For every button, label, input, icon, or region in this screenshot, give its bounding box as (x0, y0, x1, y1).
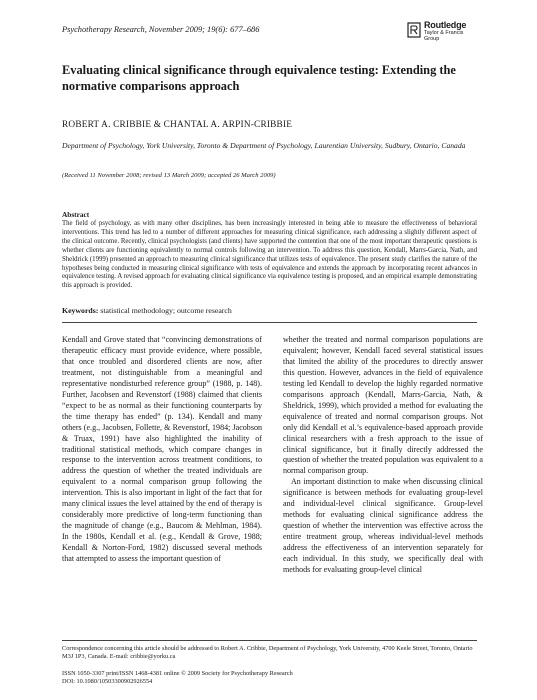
body-paragraph: whether the treated and normal comparison populations are equivalent; however, Kendall faced several statistical issues that limited the ability of the procedures to directly answer this question. However, advances in the field of equivalence testing led Kendall to develop the highly regarded normative comparisons approach (Kendall, Marrs-Garcia, Nath, & Sheldrick, 1999), which provided a method for evaluating the equivalence of treated and normal comparison groups. Not only did Kendall et al.’s equivalence-based approach provide clinical researchers with a fresh approach to the issue of clinical significance, but it finally directly addressed the question of whether the treated population was equivalent to a normal comparison group. (283, 335, 483, 476)
abstract-heading: Abstract (62, 210, 90, 219)
keywords-label: Keywords: (62, 306, 99, 315)
publication-info (62, 670, 477, 687)
issn-line: ISSN 1050-3307 print/ISSN 1468-4381 online © 2009 Society for Psychotherapy Research (62, 670, 293, 677)
keywords (62, 306, 232, 315)
body-column-right (283, 335, 483, 576)
section-divider (62, 322, 477, 323)
routledge-logo-icon (407, 22, 421, 38)
article-authors: ROBERT A. CRIBBIE & CHANTAL A. ARPIN-CRIBBIE (62, 120, 293, 130)
keywords-text: statistical methodology; outcome research (100, 306, 232, 315)
body-paragraph: An important distinction to make when discussing clinical significance is between methods for evaluating group-level and individual-level clinical significance. Group-level methods for evaluating clinical significance address the question of whether the intervention was effective across the entire treatment group, whereas individual-level methods address the effectiveness of an intervention separately for each individual. In this study, we specifically deal with methods for evaluating group-level clinical (283, 477, 483, 575)
author-affiliation: Department of Psychology, York University, Toronto & Department of Psychology, Laurentian University, Sudbury, Ontario, Canada (62, 141, 466, 150)
body-paragraph: Kendall and Grove stated that “convincing demonstrations of therapeutic efficacy must provide evidence, where possible, that once troubled and disordered clients are now, after treatment, not distinguishable from a meaningful and representative nondisturbed reference group” (1988, p. 148). Further, Jacobsen and Revenstorf (1988) claimed that clients “expect to be as normal as their functioning counterparts by the time therapy has ended” (p. 134). Kendall and many others (e.g., Jacobsen, Follette, & Revenstorf, 1984; Jacobson & Truax, 1991) have also highlighted the inability of traditional statistical methods, which compare changes in response to the intervention across treatment conditions, to address the question of whether the treated individuals are equivalent to a normal comparison group following the intervention. This is also important in light of the fact that for many clinical issues the level attained by the end of therapy is considerably more predictive of long-term functioning than the magnitude of change (e.g., Baucom & Mehlman, 1984). In the 1980s, Kendall et al. (e.g., Kendall & Grove, 1988; Kendall & Norton-Ford, 1982) discussed several methods that attempted to assess the important question of (62, 335, 262, 564)
publisher-name: Routledge (424, 20, 467, 30)
footnote-divider (62, 640, 477, 641)
abstract-text: The field of psychology, as with many other disciplines, has been increasingly interested in being able to measure the effectiveness of behavioral interventions. This trend has led to a number of different approaches for measuring clinical significance, each addressing a slightly different aspect of the clinical outcome. Recently, clinical psychologists (and clients) have supported the contention that one of the most important therapeutic questions is whether clients are functioning equivalently to normal controls following an intervention. To address this question, Kendall, Marrs-Garcia, Nath, and Sheldrick (1999) presented an approach to measuring clinical significance that utilizes tests of equivalence. The present study clarifies the nature of the hypotheses being conducted in measuring clinical significance with tests of equivalence and extends the approach by incorporating recent advances in equivalence testing. A revised approach for evaluating clinical significance via equivalence testing is proposed, and an empirical example demonstrating this approach is provided. (62, 220, 477, 290)
publisher-subtitle: Taylor & Francis Group (424, 30, 464, 42)
running-head: Psychotherapy Research, November 2009; 19(6): 677–686 (62, 25, 260, 34)
body-column-left (62, 335, 262, 565)
doi-line: DOI: 10.1080/10503300902926554 (62, 678, 153, 686)
publisher-logo (407, 20, 475, 42)
correspondence-note: Correspondence concerning this article should be addressed to Robert A. Cribbie, Department of Psychology, York University, 4700 Keele Street, Toronto, Ontario M3J 1P3, Canada. E-mail: cribbie@yorku.ca (62, 645, 473, 661)
received-dates: (Received 11 November 2008; revised 13 March 2009; accepted 26 March 2009) (62, 172, 276, 179)
article-title: Evaluating clinical significance through equivalence testing: Extending the normative comparisons approach (62, 63, 456, 93)
